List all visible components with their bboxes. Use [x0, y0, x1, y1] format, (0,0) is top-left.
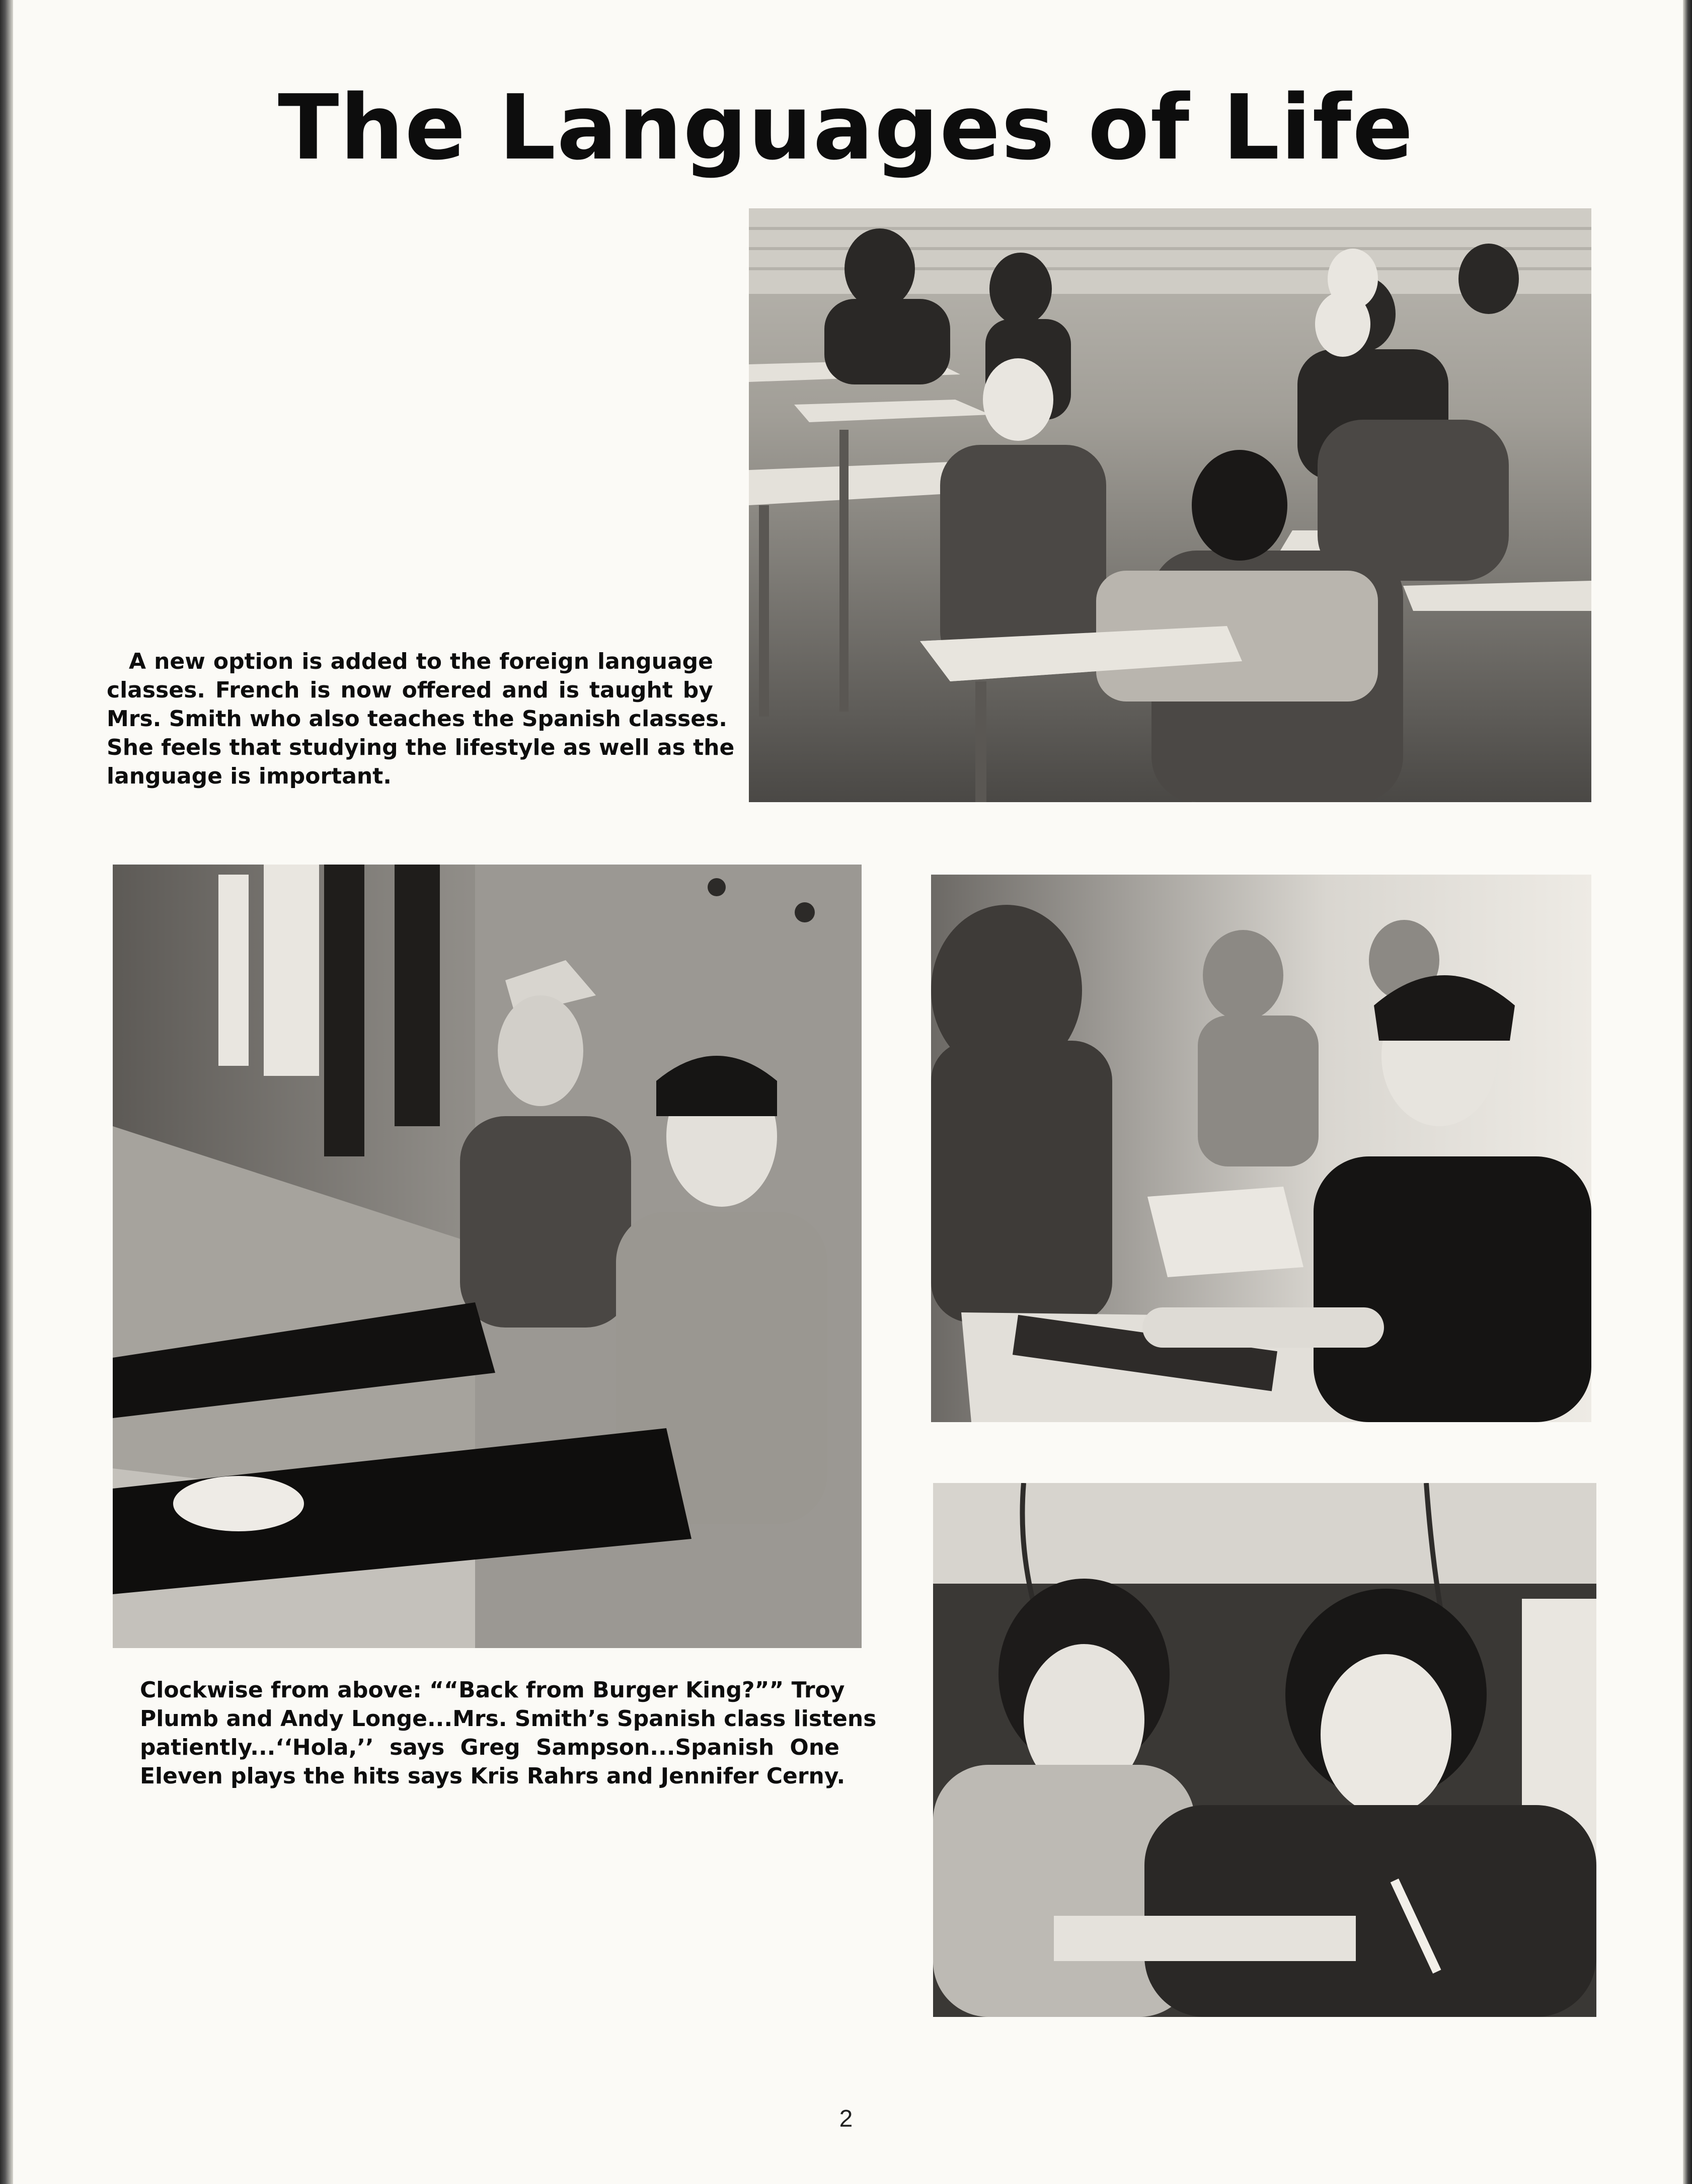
headphones-photo — [933, 1483, 1596, 2017]
student-desk-photo — [931, 875, 1591, 1422]
intro-line: classes. French is now offered and is taught by — [107, 677, 713, 703]
photo-caption — [140, 1676, 877, 1790]
intro-line: A new option is added to the foreign language — [129, 649, 713, 674]
intro-paragraph — [107, 647, 735, 791]
page-right-edge — [1683, 0, 1692, 2184]
caption-line: Clockwise from above: ““Back from Burger King?”” Troy — [140, 1677, 845, 1703]
intro-line: Mrs. Smith who also teaches the Spanish classes. — [107, 706, 727, 732]
classroom-photo — [749, 208, 1591, 802]
caption-line: Eleven plays the hits says Kris Rahrs and Jennifer Cerny. — [140, 1763, 845, 1789]
intro-line: She feels that studying the lifestyle as well as the — [107, 735, 735, 760]
caption-line: patiently...‘‘Hola,’’ says Greg Sampson...Spanish One — [140, 1735, 839, 1760]
page-number: 2 — [839, 2105, 853, 2132]
caption-line: Plumb and Andy Longe...Mrs. Smith’s Spanish class listens — [140, 1706, 877, 1732]
hallway-photo — [113, 865, 862, 1648]
page-title: The Languages of Life — [278, 75, 1414, 180]
page-binding-edge — [0, 0, 13, 2184]
intro-line: language is important. — [107, 763, 392, 789]
